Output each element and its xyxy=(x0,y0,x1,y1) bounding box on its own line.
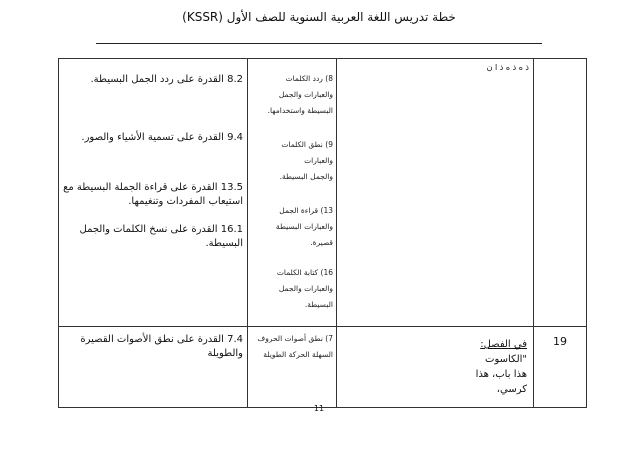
lesson-plan-table xyxy=(58,58,587,408)
page-title: خطة تدريس اللغة العربية السنوية للصف الأول (KSSR) xyxy=(182,10,456,24)
level-line: والعبارات والجمل xyxy=(278,90,333,99)
standards-cell xyxy=(59,327,248,408)
week-number: 19 xyxy=(553,335,567,348)
topic-cell xyxy=(337,59,534,327)
week-cell xyxy=(534,327,587,408)
activity-line: هذا باب، هذا xyxy=(475,369,527,380)
levels-cell xyxy=(248,59,337,327)
level-block xyxy=(248,265,336,313)
levels-cell xyxy=(248,327,337,408)
week-cell xyxy=(534,59,587,327)
level-line: 8) ردد الكلمات xyxy=(285,74,333,83)
level-line: والعبارات والجمل xyxy=(278,284,333,293)
level-line: والعبارات البسيطة xyxy=(275,222,333,231)
activity-line: "الكاسوت xyxy=(485,354,527,365)
standard-item: 13.5 القدرة على قراءة الجملة البسيطة مع استيعاب المفردات وتنغيمها. xyxy=(63,182,243,207)
level-block xyxy=(248,137,336,185)
activity-block xyxy=(337,327,533,407)
level-line: 9) نطق الكلمات والعبارات xyxy=(281,140,333,165)
standard-item: 16.1 القدرة على نسخ الكلمات والجمل البسيطة. xyxy=(79,224,243,249)
topic-text: ذ ه ذ ه ذ ا ن xyxy=(486,63,529,72)
level-block xyxy=(248,331,336,363)
level-line: البسيطة واستخدامها. xyxy=(267,106,333,115)
activity-line: كرسي، xyxy=(496,384,527,395)
level-block xyxy=(248,203,336,251)
activity-cell xyxy=(337,327,534,408)
standards-cell xyxy=(59,59,248,327)
level-line: السهلة الحركة الطويلة xyxy=(263,350,333,359)
level-line: 7) نطق أصوات الحروف xyxy=(257,334,333,343)
level-line: البسيطة. xyxy=(304,300,333,309)
level-block xyxy=(248,71,336,119)
standard-item: 8.2 القدرة على ردد الجمل البسيطة. xyxy=(90,74,243,85)
level-line: 13) قراءة الجمل xyxy=(279,206,333,215)
week-number xyxy=(534,59,586,71)
level-line: والجمل البسيطة. xyxy=(279,172,333,181)
title-underline xyxy=(96,43,542,44)
standard-item: 7.4 القدرة على نطق الأصوات القصيرة والطويلة xyxy=(80,334,243,359)
page-number: 11 xyxy=(313,404,325,413)
level-line: 16) كتابة الكلمات xyxy=(276,268,333,277)
standard-item: 9.4 القدرة على تسمية الأشياء والصور. xyxy=(81,132,243,143)
level-line: قصيرة. xyxy=(310,238,333,247)
table-row xyxy=(59,59,587,327)
table-row xyxy=(59,327,587,408)
activity-line: في الفصل: xyxy=(480,339,527,350)
